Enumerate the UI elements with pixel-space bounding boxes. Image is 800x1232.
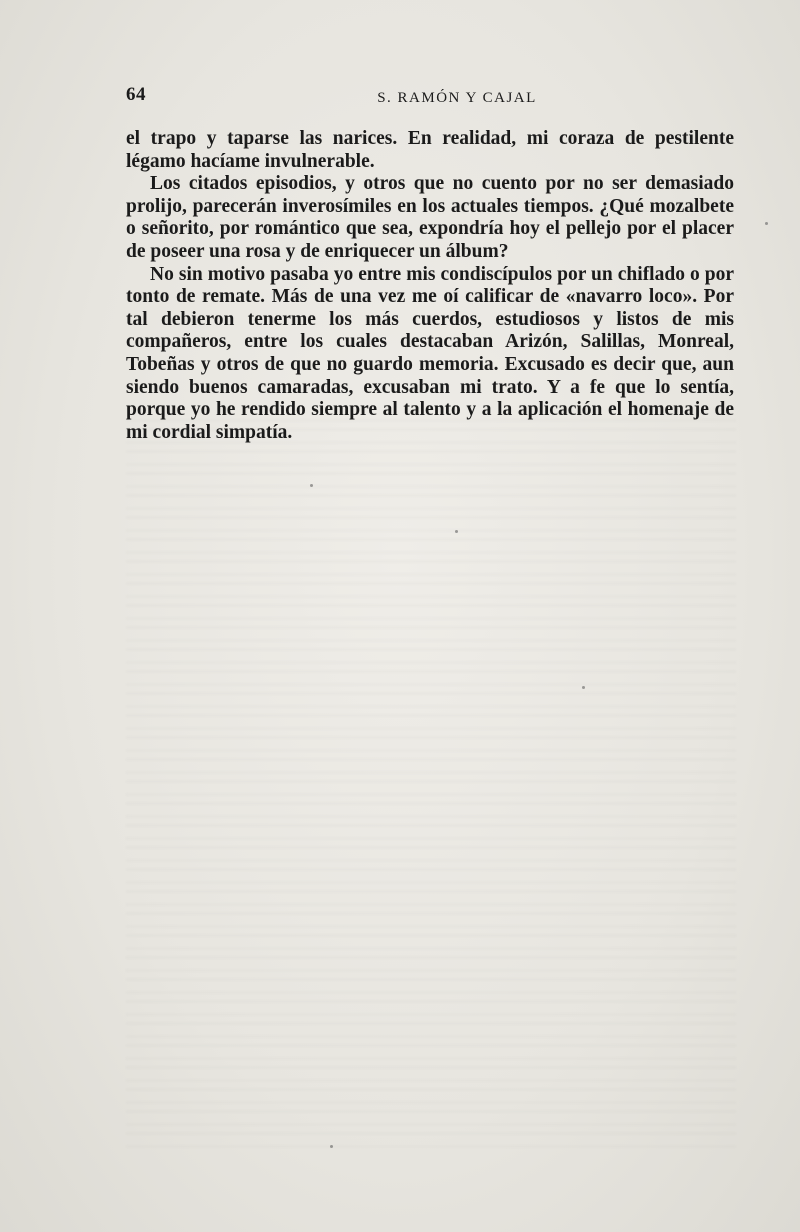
paper-speck (310, 484, 313, 487)
paragraph-3: No sin motivo pasaba yo entre mis condiscípulos por un chiflado o por tonto de remate. Más de una vez me oí calificar de «navarro loco». Por tal debieron tenerme los más cuerdos, estudiosos y listos de mis compañeros, entre los cuales destacaban Arizón, Salillas, Monreal, Tobeñas y otros de que no guardo memoria. Excusado es decir que, aun siendo buenos camaradas, excusaban mi trato. Y a fe que lo sentía, porque yo he rendido siempre al talento y a la aplicación el homenaje de mi cordial simpatía. (126, 263, 734, 443)
paper-speck (582, 686, 585, 689)
page-number: 64 (126, 84, 146, 105)
paper-speck (330, 1145, 333, 1148)
paragraph-1: el trapo y taparse las narices. En realidad, mi coraza de pestilente légamo hacíame invulnerable. (126, 128, 734, 172)
running-head: S. RAMÓN Y CAJAL (377, 90, 537, 106)
paper-speck (455, 530, 458, 533)
paper-speck (765, 222, 768, 225)
page-header (126, 84, 738, 112)
paragraph-2: Los citados episodios, y otros que no cuento por no ser demasiado prolijo, parecerán inverosímiles en los actuales tiempos. ¿Qué mozalbete o señorito, por romántico que sea, expondría hoy el pellejo por el placer de poseer una rosa y de enriquecer un álbum? (126, 173, 734, 262)
bleed-through-texture (126, 420, 736, 1150)
body-text (126, 128, 734, 444)
